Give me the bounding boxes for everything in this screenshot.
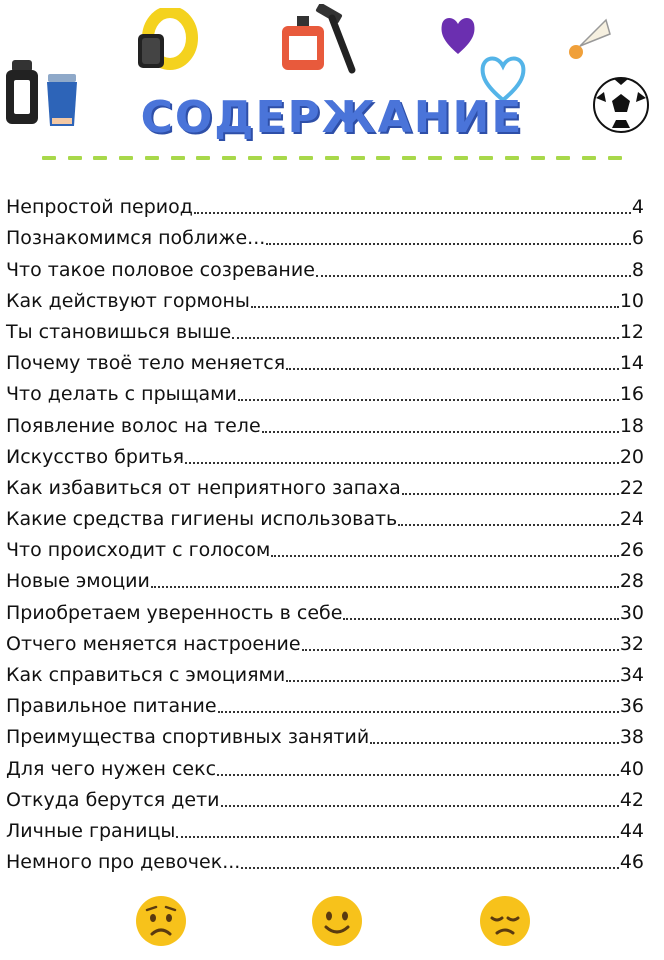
toc-entry[interactable] [6,625,644,656]
smiling-face-icon [310,894,364,948]
toc-entry-title: Какие средства гигиены использовать [6,508,398,531]
toc-entry-title: Правильное питание [6,695,217,718]
toc-entry-page: 4 [631,196,644,219]
toc-entry[interactable] [6,282,644,313]
purple-heart-icon [438,14,478,56]
shuttlecock-icon [566,16,612,62]
dot-leader [271,554,618,557]
toc-entry-title: Появление волос на теле [6,414,261,437]
toc-entry-title: Отчего меняется настроение [6,632,301,655]
toc-entry[interactable] [6,188,644,219]
dot-leader [302,648,619,651]
dot-leader [286,367,619,370]
smartwatch-icon [134,8,198,80]
dot-leader [238,398,619,401]
toc-entry-page: 30 [619,601,644,624]
toc-entry[interactable] [6,250,644,281]
dot-leader [151,585,619,588]
dashed-divider [42,156,622,162]
toc-entry-page: 18 [619,414,644,437]
toc-entry-page: 10 [619,289,644,312]
dot-leader [266,242,631,245]
toc-entry-page: 20 [619,445,644,468]
toc-entry[interactable] [6,781,644,812]
toc-entry-page: 46 [619,851,644,874]
dot-leader [218,710,619,713]
toc-entry-title: Непростой период [6,196,193,219]
toc-entry-title: Преимущества спортивных занятий [6,726,370,749]
toc-entry-title: Для чего нужен секс [6,757,217,780]
dot-leader [251,305,619,308]
toc-entry[interactable] [6,843,644,874]
dot-leader [194,211,631,214]
toc-entry-title: Почему твоё тело меняется [6,352,286,375]
toc-entry-title: Новые эмоции [6,570,150,593]
toc-entry[interactable] [6,718,644,749]
toc-entry[interactable] [6,562,644,593]
toc-entry-title: Познакомимся поближе... [6,227,266,250]
dot-leader [241,866,619,869]
toc-entry-page: 12 [619,320,644,343]
toc-entry-page: 44 [619,819,644,842]
toc-entry-title: Откуда берутся дети [6,788,220,811]
toc-entry-page: 40 [619,757,644,780]
toc-entry-title: Личные границы [6,819,176,842]
dot-leader [217,773,619,776]
toc-entry[interactable] [6,749,644,780]
toc-entry[interactable] [6,593,644,624]
toc-entry-title: Как справиться с эмоциями [6,664,286,686]
toc-entry[interactable] [6,313,644,344]
dot-leader [185,461,619,464]
toc-entry[interactable] [6,375,644,406]
toc-entry-page: 32 [619,632,644,655]
razor-icon [314,4,360,76]
toc-entry[interactable] [6,469,644,500]
toc-entry-title: Искусство бритья [6,445,185,468]
dot-leader [232,336,619,339]
toc-entry-title: Немного про девочек... [6,851,241,874]
toc-entry[interactable] [6,438,644,469]
toc-entry[interactable] [6,531,644,562]
dot-leader [316,274,631,277]
toc-entry[interactable] [6,656,644,687]
toc-entry-page: 26 [619,539,644,562]
toc-entry-title: Что такое половое созревание [6,258,315,281]
toc-entry-page: 28 [619,570,644,593]
dot-leader [262,430,619,433]
dot-leader [221,804,619,807]
toc-entry-title: Ты становишься выше [6,320,232,343]
toc-entry[interactable] [6,219,644,250]
dot-leader [402,492,619,495]
toc-entry-page: 36 [619,695,644,718]
toc-entry-page: 34 [619,664,644,686]
toc-entry[interactable] [6,687,644,718]
toc-entry-page: 38 [619,726,644,749]
toc-entry-title: Что делать с прыщами [6,383,237,406]
page-title: СОДЕРЖАНИЕ [140,92,524,143]
dot-leader [370,741,619,744]
toc-entry-title: Что происходит с голосом [6,539,271,562]
dot-leader [176,835,618,838]
toc-entry[interactable] [6,812,644,843]
dot-leader [343,617,618,620]
toc-entry-page: 6 [631,227,644,250]
toc-entry[interactable] [6,406,644,437]
toc-entry-title: Как избавиться от неприятного запаха [6,476,401,499]
dot-leader [398,523,619,526]
toc-entry-page: 42 [619,788,644,811]
toc-entry[interactable] [6,344,644,375]
dot-leader [286,679,619,682]
toc-entry-title: Как действуют гормоны [6,289,250,312]
toc-entry-page: 24 [619,508,644,531]
toc-entry-title: Приобретаем уверенность в себе [6,601,343,624]
toc-entry-page: 14 [619,352,644,375]
toc-entry[interactable] [6,500,644,531]
worried-face-icon [134,894,188,948]
toc-entry-page: 22 [619,476,644,499]
toc-entry-page: 8 [631,258,644,281]
sad-face-icon [478,894,532,948]
table-of-contents [6,188,644,874]
toc-entry-page: 16 [619,383,644,406]
